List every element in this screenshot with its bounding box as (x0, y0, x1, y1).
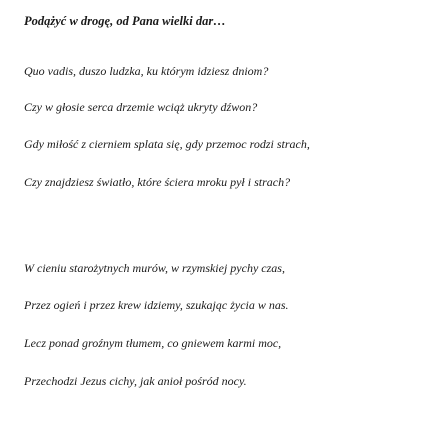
poem-line: Gdy miłość z cierniem splata się, gdy przemoc rodzi strach, (24, 137, 310, 151)
poem-line: Przez ogień i przez krew idziemy, szukając życia w nas. (24, 298, 289, 312)
poem-line: Lecz ponad groźnym tłumem, co gniewem karmi moc, (24, 336, 282, 350)
poem-line: Przechodzi Jezus cichy, jak anioł pośród nocy. (24, 374, 247, 388)
poem-line: Quo vadis, duszo ludzka, ku którym idziesz dniom? (24, 64, 269, 78)
poem-title: Podążyć w drogę, od Pana wielki dar… (24, 14, 226, 28)
poem-line: W cieniu starożytnych murów, w rzymskiej pychy czas, (24, 261, 285, 275)
poem-line: Czy znajdziesz światło, które ściera mroku pył i strach? (24, 175, 291, 189)
poem-line: Czy w głosie serca drzemie wciąż ukryty dźwon? (24, 100, 258, 114)
